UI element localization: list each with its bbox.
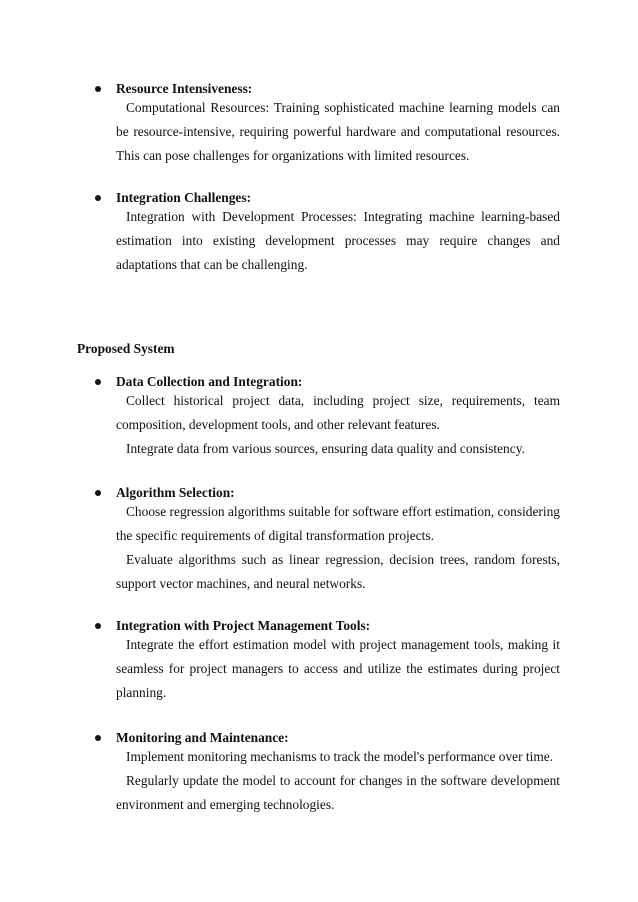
proposed-heading: Algorithm Selection: [116, 485, 235, 500]
bullet-icon [95, 195, 101, 201]
section-title: Proposed System [77, 341, 175, 356]
limitation-paragraph: Computational Resources: Training sophisticated machine learning models can be resource-intensive, requiring powerful hardware and computational resources. This can pose challenges for organizations with limited resources. [116, 100, 560, 163]
limitation-paragraph: Integration with Development Processes: Integrating machine learning-based estimation into existing development processes may require changes and adaptations that can be challenging. [116, 209, 560, 272]
limitation-heading: Resource Intensiveness: [116, 81, 253, 96]
proposed-heading: Monitoring and Maintenance: [116, 730, 289, 745]
bullet-icon [95, 379, 101, 385]
proposed-paragraph: Implement monitoring mechanisms to track the model's performance over time. [126, 749, 554, 764]
proposed-paragraph: Integrate the effort estimation model with project management tools, making it seamless for project managers to access and utilize the estimates during project planning. [116, 637, 560, 700]
bullet-icon [95, 735, 101, 741]
proposed-heading: Integration with Project Management Tools: [116, 618, 371, 633]
bullet-icon [95, 623, 101, 629]
limitation-heading: Integration Challenges: [116, 190, 252, 205]
proposed-paragraph: Integrate data from various sources, ensuring data quality and consistency. [126, 441, 525, 456]
bullet-icon [95, 490, 101, 496]
proposed-heading: Data Collection and Integration: [116, 374, 303, 389]
bullet-icon [95, 86, 101, 92]
proposed-paragraph: Regularly update the model to account for changes in the software development environment and emerging technologies. [116, 773, 560, 812]
proposed-paragraph: Choose regression algorithms suitable for software effort estimation, considering the specific requirements of digital transformation projects. [116, 504, 560, 543]
proposed-paragraph: Collect historical project data, including project size, requirements, team composition, development tools, and other relevant features. [116, 393, 560, 432]
proposed-paragraph: Evaluate algorithms such as linear regression, decision trees, random forests, support vector machines, and neural networks. [116, 552, 560, 591]
